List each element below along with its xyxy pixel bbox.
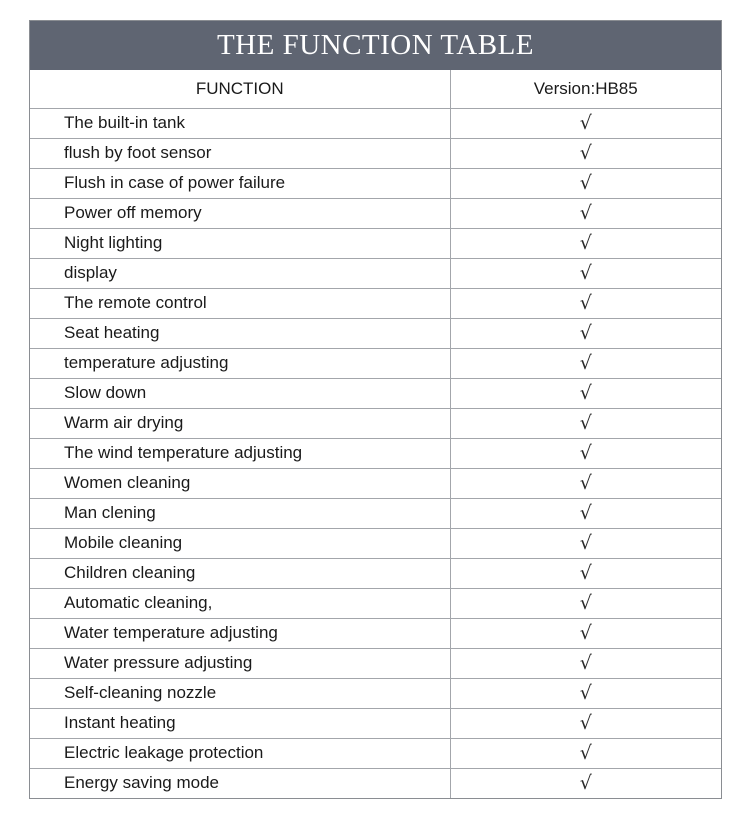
function-name: Flush in case of power failure (30, 168, 450, 198)
function-name: Water pressure adjusting (30, 648, 450, 678)
function-name: Man clening (30, 498, 450, 528)
table-row (30, 108, 721, 138)
function-name: The wind temperature adjusting (30, 438, 450, 468)
table-row (30, 198, 721, 228)
table-row (30, 648, 721, 678)
table-row (30, 738, 721, 768)
table-row (30, 318, 721, 348)
checkmark-icon: √ (450, 348, 721, 378)
table-row (30, 228, 721, 258)
checkmark-icon: √ (450, 438, 721, 468)
checkmark-icon: √ (450, 288, 721, 318)
checkmark-icon: √ (450, 408, 721, 438)
checkmark-icon: √ (579, 772, 592, 795)
function-name: Warm air drying (30, 408, 450, 438)
function-name: Children cleaning (30, 558, 450, 588)
table-row (30, 588, 721, 618)
function-name: The remote control (30, 288, 450, 318)
checkmark-icon: √ (450, 228, 721, 258)
function-name: Self-cleaning nozzle (30, 678, 450, 708)
checkmark-icon: √ (450, 678, 721, 708)
checkmark-icon: √ (450, 108, 721, 138)
function-name: Automatic cleaning, (30, 588, 450, 618)
checkmark-icon: √ (450, 738, 721, 768)
function-grid (30, 70, 721, 798)
column-header-function: FUNCTION (30, 70, 450, 108)
function-name: display (30, 258, 450, 288)
column-header-version: Version:HB85 (450, 70, 721, 108)
table-row (30, 168, 721, 198)
table-row (30, 438, 721, 468)
function-name: Slow down (30, 378, 450, 408)
table-row (30, 498, 721, 528)
table-row (30, 288, 721, 318)
function-name: The built-in tank (30, 108, 450, 138)
checkmark-icon: √ (450, 528, 721, 558)
function-name: temperature adjusting (30, 348, 450, 378)
checkmark-icon: √ (450, 588, 721, 618)
checkmark-icon: √ (450, 558, 721, 588)
checkmark-icon: √ (450, 138, 721, 168)
function-name: Night lighting (30, 228, 450, 258)
table-title: THE FUNCTION TABLE (30, 21, 721, 70)
table-row (30, 558, 721, 588)
header-row (30, 70, 721, 108)
checkmark-icon: √ (450, 258, 721, 288)
checkmark-icon: √ (450, 468, 721, 498)
function-name: Water temperature adjusting (30, 618, 450, 648)
table-row (30, 348, 721, 378)
table-row (30, 468, 721, 498)
checkmark-icon: √ (450, 618, 721, 648)
checkmark-icon: √ (450, 378, 721, 408)
table-row (30, 768, 721, 798)
checkmark-icon: √ (450, 168, 721, 198)
table-row (30, 618, 721, 648)
table-row (30, 378, 721, 408)
table-row (30, 708, 721, 738)
function-name: Electric leakage protection (30, 738, 450, 768)
table-row (30, 258, 721, 288)
checkmark-icon: √ (450, 198, 721, 228)
table-row (30, 408, 721, 438)
function-name: Power off memory (30, 198, 450, 228)
function-name: Energy saving mode (30, 768, 450, 798)
checkmark-icon: √ (450, 708, 721, 738)
function-name: Mobile cleaning (30, 528, 450, 558)
table-row (30, 528, 721, 558)
checkmark-icon: √ (450, 648, 721, 678)
function-table (29, 20, 722, 799)
table-row (30, 138, 721, 168)
checkmark-icon: √ (450, 498, 721, 528)
table-row (30, 678, 721, 708)
table-body (30, 108, 721, 798)
function-name: Women cleaning (30, 468, 450, 498)
function-name: Seat heating (30, 318, 450, 348)
function-name: flush by foot sensor (30, 138, 450, 168)
checkmark-icon: √ (450, 318, 721, 348)
function-name: Instant heating (30, 708, 450, 738)
